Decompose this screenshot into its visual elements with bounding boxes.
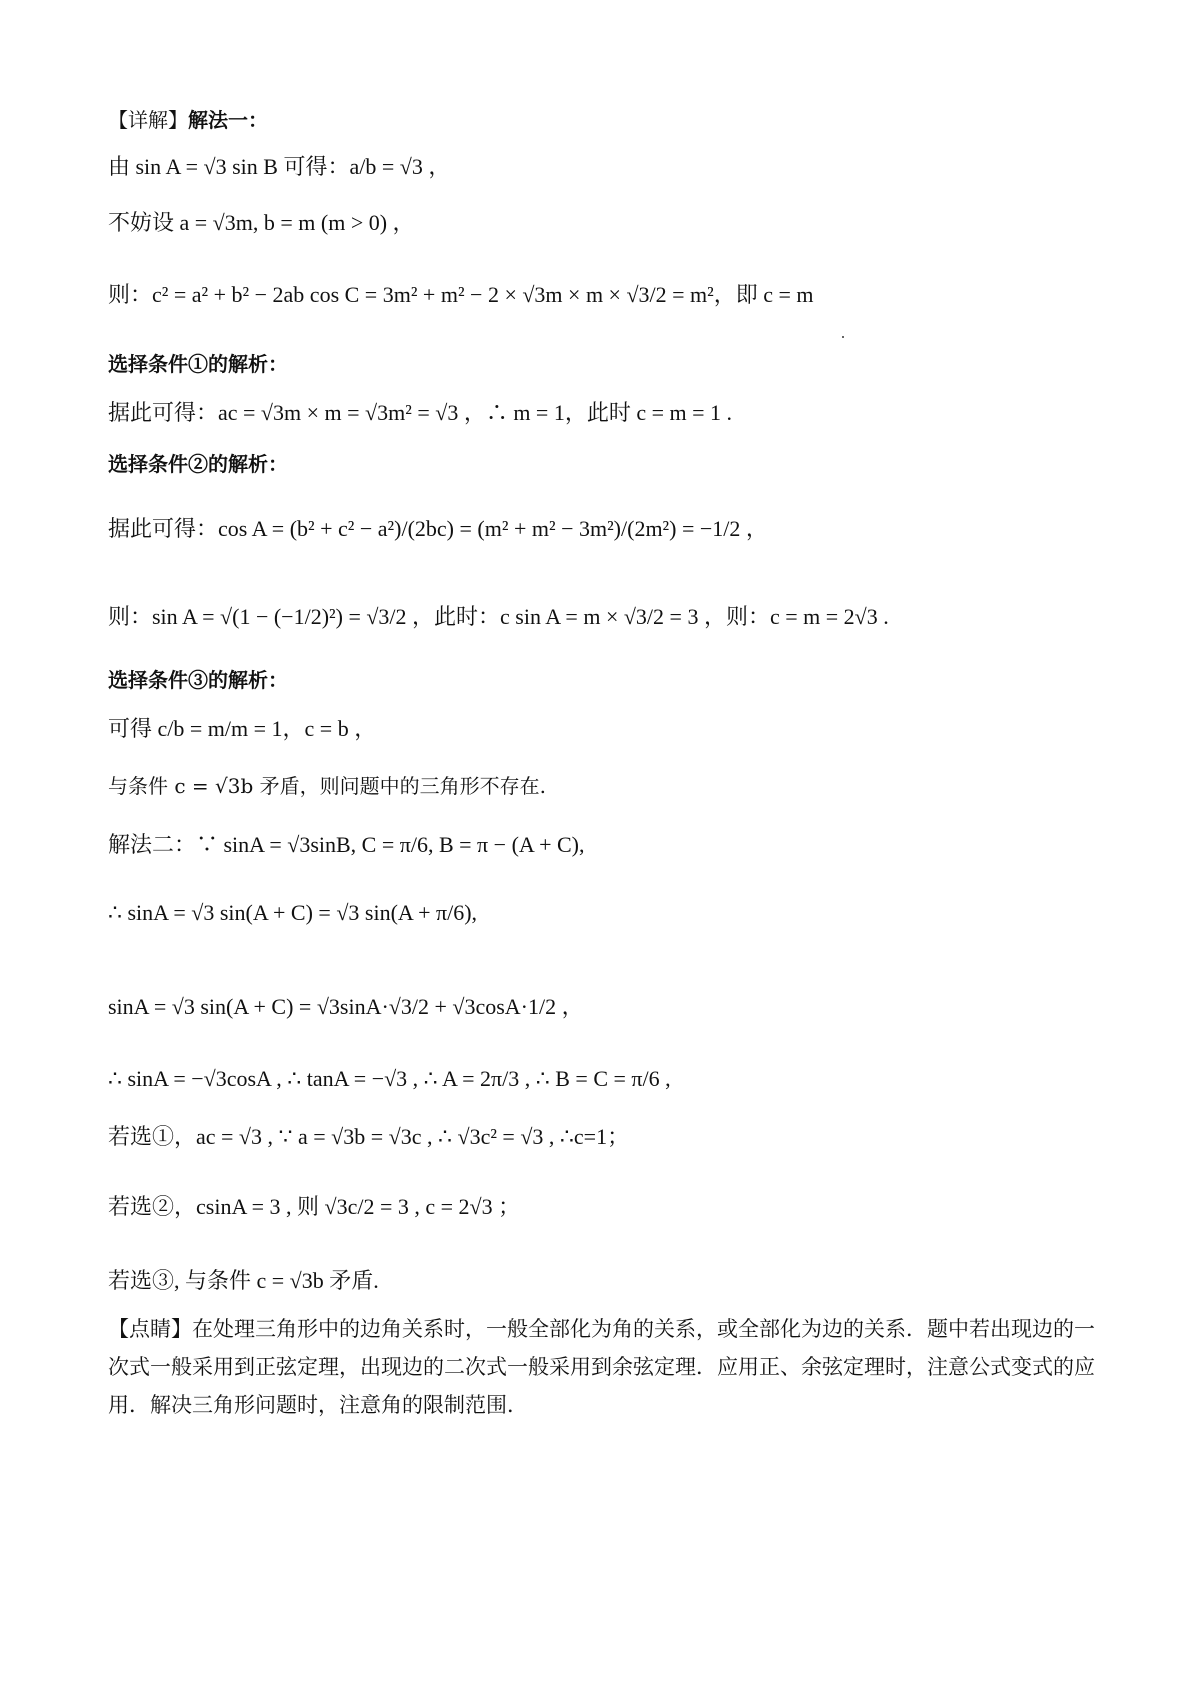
choose-3-line: 若选③, 与条件 c = √3b 矛盾. — [108, 1268, 379, 1293]
condition-1-result: 据此可得：ac = √3m × m = √3m² = √3 ，∴ m = 1，此时 c = m = 1 . — [108, 400, 733, 425]
pointer-prefix: 【点睛】 — [108, 1317, 192, 1341]
choose-2-line: 若选②，csinA = 3 , 则 √3c/2 = 3 , c = 2√3 ； — [108, 1194, 521, 1219]
condition-2-cos-line: 据此可得：cos A = (b² + c² − a²)/(2bc) = (m² + m² − 3m²)/(2m²) = −1/2 ， — [108, 516, 768, 541]
detail-header — [108, 104, 268, 133]
detail-prefix: 【详解】 — [108, 108, 188, 132]
assume-sides-line: 不妨设 a = √3m, b = m (m > 0) ， — [108, 210, 415, 235]
condition-3-conclusion: 与条件 c = √3b 矛盾，则问题中的三角形不存在. — [108, 774, 547, 798]
choose-1-line: 若选①，ac = √3 , ∵ a = √3b = √3c , ∴ √3c² = √3 , ∴c=1； — [108, 1124, 630, 1149]
condition-2-result: 则：sin A = √(1 − (−1/2)²) = √3/2 ，此时：c sin A = m × √3/2 = 3 ，则：c = m = 2√3 . — [108, 604, 889, 629]
given-ratio-line: 由 sin A = √3 sin B 可得：a/b = √3 ， — [108, 154, 451, 179]
condition-3-heading: 选择条件③的解析： — [108, 668, 288, 692]
law-of-cosines-line: 则：c² = a² + b² − 2ab cos C = 3m² + m² − 2 × √3m × m × √3/2 = m²，即 c = m — [108, 282, 814, 307]
pointer-paragraph — [108, 1310, 1098, 1424]
condition-2-heading: 选择条件②的解析： — [108, 452, 288, 476]
method-one-title: 解法一： — [188, 108, 268, 132]
method-two-expand: sinA = √3 sin(A + C) = √3sinA·√3/2 + √3cosA·1/2 ， — [108, 994, 584, 1019]
condition-3-ratio: 可得 c/b = m/m = 1，c = b ， — [108, 716, 377, 741]
method-two-angles: ∴ sinA = −√3cosA , ∴ tanA = −√3 , ∴ A = 2π/3 , ∴ B = C = π/6 , — [108, 1066, 671, 1091]
condition-1-heading: 选择条件①的解析： — [108, 352, 288, 376]
method-two-start: 解法二：∵ sinA = √3sinB, C = π/6, B = π − (A + C), — [108, 832, 585, 857]
pointer-text: 在处理三角形中的边角关系时，一般全部化为角的关系，或全部化为边的关系．题中若出现边的一次式一般采用到正弦定理，出现边的二次式一般采用到余弦定理．应用正、余弦定理时，注意公式变式的应用．解决三角形问题时，注意角的限制范围． — [108, 1317, 1095, 1417]
method-two-sin-sum: ∴ sinA = √3 sin(A + C) = √3 sin(A + π/6), — [108, 900, 478, 925]
stray-dot — [842, 336, 844, 338]
